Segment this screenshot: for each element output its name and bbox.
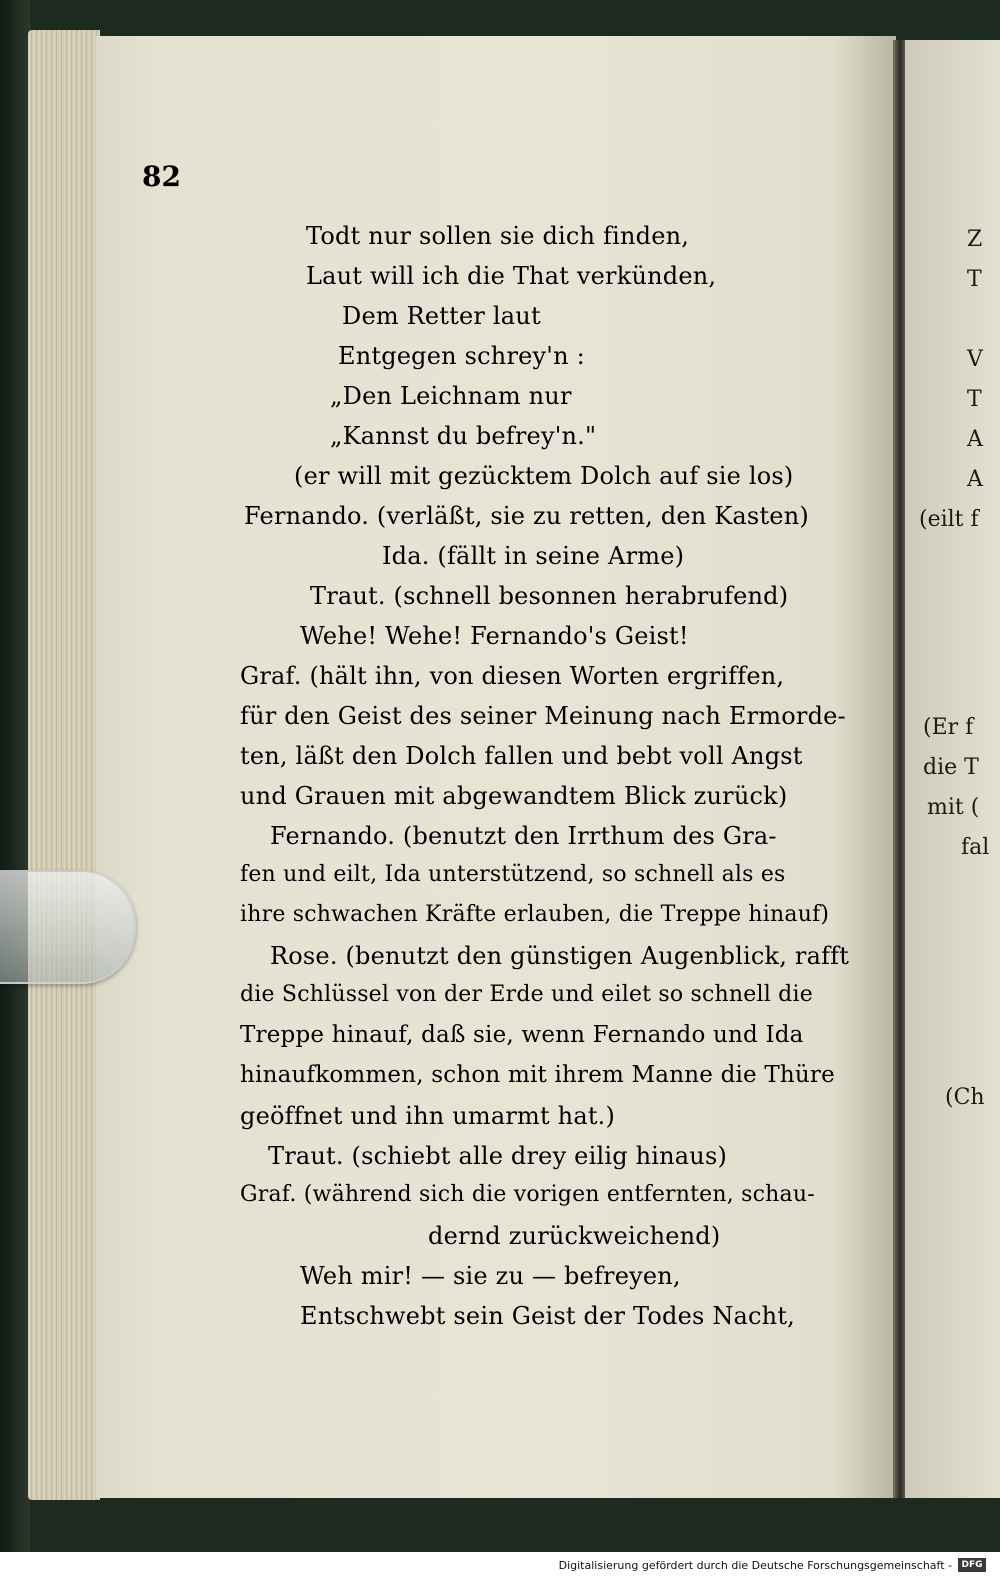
stage-direction: ten, läßt den Dolch fallen und bebt voll Angst [240, 742, 803, 770]
page-clip [0, 870, 136, 984]
stage-direction: Traut. (schiebt alle drey eilig hinaus) [268, 1142, 728, 1170]
stage-direction: hinaufkommen, schon mit ihrem Manne die Thüre [240, 1062, 835, 1088]
right-page-fragment: T [967, 387, 982, 412]
stage-direction: die Schlüssel von der Erde und eilet so schnell die [240, 982, 813, 1007]
stage-direction: Graf. (während sich die vorigen entfernten, schau- [240, 1182, 815, 1207]
text-line: Laut will ich die That verkünden, [306, 262, 717, 290]
stage-direction: geöffnet und ihn umarmt hat.) [240, 1102, 616, 1130]
text-line: Wehe! Wehe! Fernando's Geist! [300, 622, 689, 650]
footer-credit: Digitalisierung gefördert durch die Deutsche Forschungsgemeinschaft - [558, 1559, 952, 1572]
right-page-fragment: A [967, 467, 983, 492]
stage-direction: Graf. (hält ihn, von diesen Worten ergriffen, [240, 662, 785, 690]
page-number: 82 [142, 160, 181, 193]
stage-direction: Treppe hinauf, daß sie, wenn Fernando und Ida [240, 1022, 804, 1048]
stage-direction: Fernando. (benutzt den Irrthum des Gra- [270, 822, 777, 850]
right-page-fragment: V [967, 347, 983, 372]
right-page-fragment: Z [967, 227, 983, 252]
text-line: Todt nur sollen sie dich finden, [306, 222, 690, 250]
stage-direction: Rose. (benutzt den günstigen Augenblick, rafft [270, 942, 850, 970]
text-line: Entgegen schrey'n : [338, 342, 585, 370]
stage-direction: für den Geist des seiner Meinung nach Ermorde- [240, 702, 846, 730]
page-edges [28, 30, 100, 1500]
book-spine [0, 0, 30, 1583]
text-line: „Den Leichnam nur [330, 382, 572, 410]
text-line: Dem Retter laut [342, 302, 541, 330]
right-page-fragment: fal [961, 835, 990, 860]
stage-direction: Ida. (fällt in seine Arme) [382, 542, 685, 570]
stage-direction: (er will mit gezücktem Dolch auf sie los) [294, 462, 794, 490]
right-page [905, 40, 1000, 1498]
stage-direction: Fernando. (verläßt, sie zu retten, den Kasten) [244, 502, 809, 530]
stage-direction: Traut. (schnell besonnen herabrufend) [310, 582, 789, 610]
right-page-fragment: T [967, 267, 982, 292]
text-line: Entschwebt sein Geist der Todes Nacht, [300, 1302, 795, 1330]
right-page-fragment: A [967, 427, 983, 452]
text-line: Weh mir! — sie zu — befreyen, [300, 1262, 681, 1290]
stage-direction: ihre schwachen Kräfte erlauben, die Treppe hinauf) [240, 902, 830, 927]
stage-direction: dernd zurückweichend) [428, 1222, 721, 1250]
stage-direction: und Grauen mit abgewandtem Blick zurück) [240, 782, 788, 810]
text-line: „Kannst du befrey'n." [330, 422, 597, 450]
right-page-fragment: (Ch [945, 1085, 985, 1110]
right-page-fragment: mit ( [927, 795, 980, 820]
right-page-fragment: (eilt f [919, 507, 979, 532]
stage-direction: fen und eilt, Ida unterstützend, so schnell als es [240, 862, 786, 887]
right-page-fragment: die T [923, 755, 979, 780]
dfg-logo: DFG [958, 1558, 986, 1572]
right-page-fragment: (Er f [923, 715, 974, 740]
